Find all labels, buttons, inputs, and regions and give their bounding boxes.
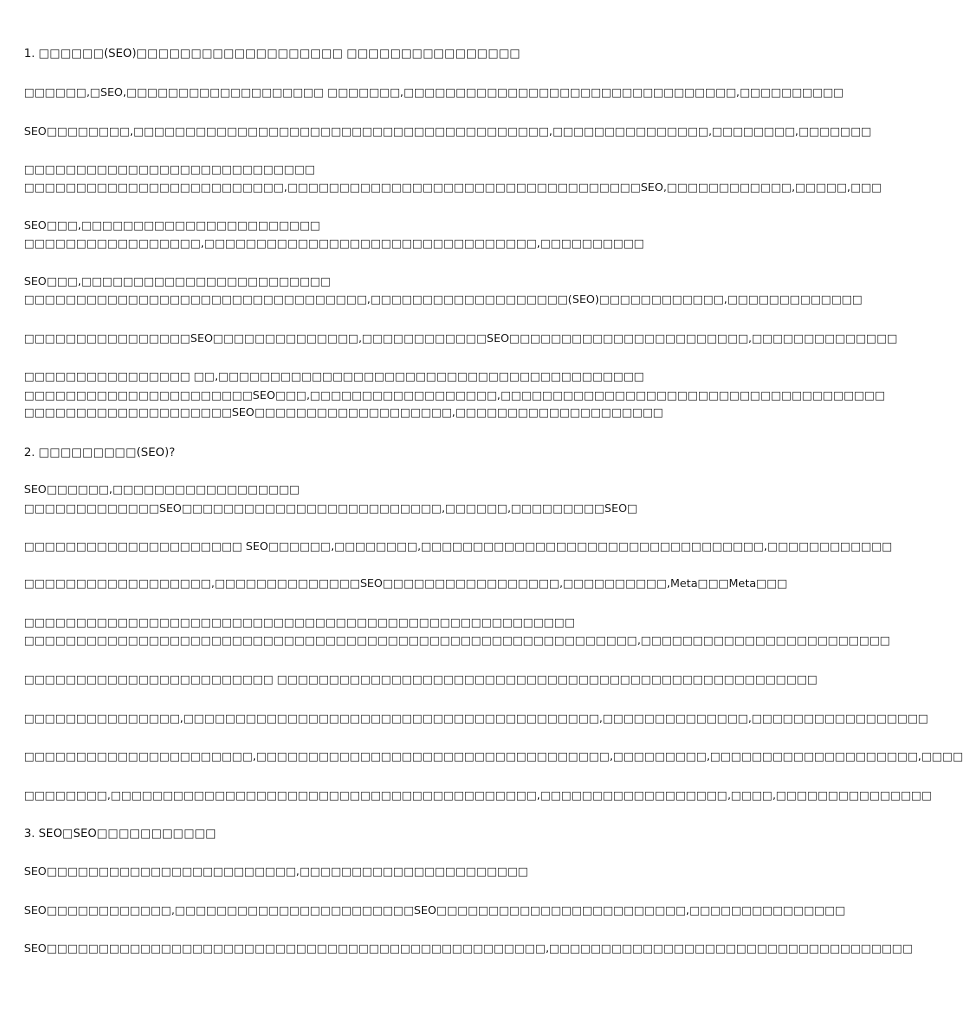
paragraph-line: □□□□□□□□□□□□□□□□□□□□□□□□□□□□□□□□□□□□□□□□□□□□□□□□□□□□□□□□□□□,□□□□□□□□□□□□□□□□□□□□□□□□ [24, 634, 891, 647]
paragraph-line: □□□□□□□□□□□□□□□□□,□□□□□□□□□□□□□□□□□□□□□□□□□□□□□□□□,□□□□□□□□□□ [24, 237, 645, 250]
paragraph-line: SEO□□□,□□□□□□□□□□□□□□□□□□□□□□□□ [24, 275, 331, 288]
paragraph-line: SEO□□□,□□□□□□□□□□□□□□□□□□□□□□□ [24, 219, 321, 232]
paragraph-line: □□□□□□□□□□□□□□□□□□,□□□□□□□□□□□□□□SEO□□□□□□□□□□□□□□□□□,□□□□□□□□□□,Meta□□□Meta□□□ [24, 577, 788, 590]
paragraph-line: □□□□□□□□□□□□□□□□□□□□□□□□□□□□□□□□□,□□□□□□□□□□□□□□□□□□□(SEO)□□□□□□□□□□□□,□□□□□□□□□□□□□ [24, 293, 863, 306]
paragraph-line: □□□□□□□□□□□□□□□□□□□□□ SEO□□□□□□,□□□□□□□□,□□□□□□□□□□□□□□□□□□□□□□□□□□□□□□□□□,□□□□□□□□□□□□ [24, 540, 893, 553]
paragraph-line: SEO□□□□□□,□□□□□□□□□□□□□□□□□□ [24, 483, 300, 496]
paragraph-line: SEO□□□□□□□□□□□□,□□□□□□□□□□□□□□□□□□□□□□□SEO□□□□□□□□□□□□□□□□□□□□□□□□,□□□□□□□□□□□□□□□ [24, 904, 846, 917]
section-heading: 3. SEO□SEO□□□□□□□□□□□ [24, 826, 217, 840]
paragraph-line: SEO□□□□□□□□□□□□□□□□□□□□□□□□□□□□□□□□□□□□□□□□□□□□□□□□,□□□□□□□□□□□□□□□□□□□□□□□□□□□□□□□□□□□ [24, 942, 913, 955]
paragraph-line: SEO□□□□□□□□□□□□□□□□□□□□□□□□,□□□□□□□□□□□□□□□□□□□□□□ [24, 865, 529, 878]
paragraph-line: □□□□□□□□□□□□□□□□SEO□□□□□□□□□□□□□□,□□□□□□□□□□□□SEO□□□□□□□□□□□□□□□□□□□□□□□,□□□□□□□□□□□□□□ [24, 332, 898, 345]
paragraph-line: □□□□□□□□□□□□□□□□ □□,□□□□□□□□□□□□□□□□□□□□□□□□□□□□□□□□□□□□□□□□□ [24, 370, 645, 383]
paragraph-line: □□□□□□□□□□□□□□□□□□□□□□SEO□□□,□□□□□□□□□□□□□□□□□□,□□□□□□□□□□□□□□□□□□□□□□□□□□□□□□□□□□□□□ [24, 389, 886, 402]
paragraph-line: □□□□□□□□□□□□□□□□□□□□□□□□□,□□□□□□□□□□□□□□□□□□□□□□□□□□□□□□□□□□SEO,□□□□□□□□□□□□,□□□□□,□□□ [24, 181, 882, 194]
paragraph-line: □□□□□□,□SEO,□□□□□□□□□□□□□□□□□□□ □□□□□□□,□□□□□□□□□□□□□□□□□□□□□□□□□□□□□□□□,□□□□□□□□□□ [24, 86, 844, 99]
paragraph-line: □□□□□□□□□□□□□□□□□□□□□□□□□□□□ [24, 163, 316, 176]
section-heading: 2. □□□□□□□□□(SEO)? [24, 445, 176, 459]
paragraph-line: □□□□□□□□□□□□□□□,□□□□□□□□□□□□□□□□□□□□□□□□□□□□□□□□□□□□□□□□,□□□□□□□□□□□□□□,□□□□□□□□□□□□□□□□□ [24, 712, 929, 725]
paragraph-line: □□□□□□□□□□□□□□□□□□□□□□□□□□□□□□□□□□□□□□□□□□□□□□□□□□□□□ [24, 616, 575, 629]
paragraph-line: □□□□□□□□□□□□□□□□□□□□SEO□□□□□□□□□□□□□□□□□□□,□□□□□□□□□□□□□□□□□□□□ [24, 406, 664, 419]
paragraph-line: □□□□□□□□,□□□□□□□□□□□□□□□□□□□□□□□□□□□□□□□□□□□□□□□□□,□□□□□□□□□□□□□□□□□□,□□□□,□□□□□□□□□□□□□□□ [24, 789, 932, 802]
paragraph-line: □□□□□□□□□□□□□SEO□□□□□□□□□□□□□□□□□□□□□□□□□,□□□□□□,□□□□□□□□□SEO□ [24, 502, 638, 515]
paragraph-line: □□□□□□□□□□□□□□□□□□□□□□,□□□□□□□□□□□□□□□□□□□□□□□□□□□□□□□□□□,□□□□□□□□□,□□□□□□□□□□□□□□□□□□□□,□□□□ [24, 750, 963, 763]
section-heading: 1. □□□□□□(SEO)□□□□□□□□□□□□□□□□□□□ □□□□□□□□□□□□□□□□ [24, 46, 521, 60]
paragraph-line: □□□□□□□□□□□□□□□□□□□□□□□□ □□□□□□□□□□□□□□□□□□□□□□□□□□□□□□□□□□□□□□□□□□□□□□□□□□□□ [24, 673, 818, 686]
paragraph-line: SEO□□□□□□□□,□□□□□□□□□□□□□□□□□□□□□□□□□□□□□□□□□□□□□□□□,□□□□□□□□□□□□□□□,□□□□□□□□,□□□□□□□ [24, 125, 872, 138]
